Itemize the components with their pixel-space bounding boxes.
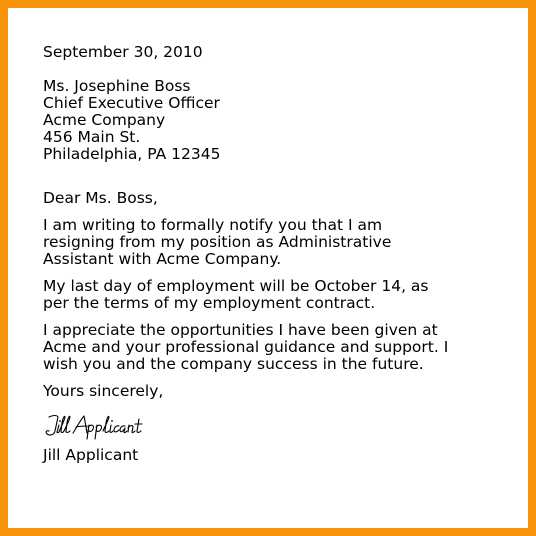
letter-date: September 30, 2010 [43,43,203,61]
body-paragraph-3 [43,322,513,373]
recipient-city-state-zip: Philadelphia, PA 12345 [43,145,221,163]
paragraph-line: I appreciate the opportunities I have been given at [43,321,438,339]
signature-drawing [43,409,153,443]
recipient-address-block [43,78,513,163]
spacer [43,400,513,409]
body-paragraph-1 [43,217,513,268]
printed-signature-name: Jill Applicant [43,446,139,464]
recipient-name: Ms. Josephine Boss [43,77,191,95]
recipient-title: Chief Executive Officer [43,94,220,112]
recipient-street: 456 Main St. [43,128,141,146]
paragraph-line: Assistant with Acme Company. [43,250,282,268]
closing: Yours sincerely, [43,382,164,400]
spacer [43,163,513,190]
body-paragraph-2 [43,278,513,312]
handwritten-signature [43,409,513,447]
paragraph-line: Acme and your professional guidance and support. I [43,338,449,356]
paragraph-line: per the terms of my employment contract. [43,294,376,312]
salutation: Dear Ms. Boss, [43,189,158,207]
paragraph-line: resigning from my position as Administrative [43,233,392,251]
paragraph-line: wish you and the company success in the future. [43,355,424,373]
paragraph-line: My last day of employment will be October 14, as [43,277,429,295]
paragraph-line: I am writing to formally notify you that I am [43,216,383,234]
spacer [43,61,513,78]
resignation-letter [43,44,513,464]
recipient-company: Acme Company [43,111,166,129]
